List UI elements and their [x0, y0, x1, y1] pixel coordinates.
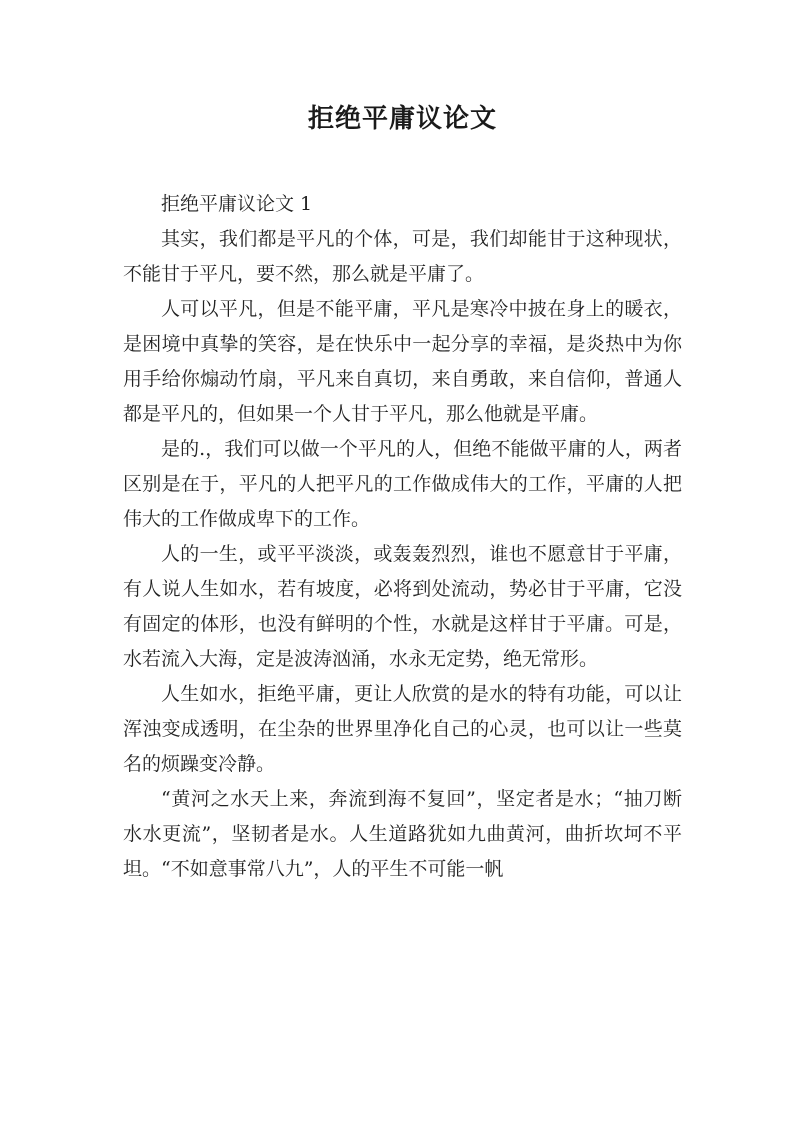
paragraph: 人的一生，或平平淡淡，或轰轰烈烈，谁也不愿意甘于平庸，有人说人生如水，若有坡度，必将到处流动，势必甘于平庸，它没有固定的体形，也没有鲜明的个性，水就是这样甘于平庸。可是，水若流入大海，定是波涛汹涌，水永无定势，绝无常形。	[123, 543, 682, 670]
paragraph: 其实，我们都是平凡的个体，可是，我们却能甘于这种现状，不能甘于平凡，要不然，那么就是平庸了。	[123, 228, 682, 285]
paragraph-subtitle: 拒绝平庸议论文 1	[161, 193, 313, 215]
document-body	[123, 187, 682, 887]
paragraph: 人可以平凡，但是不能平庸，平凡是寒冷中披在身上的暖衣，是困境中真挚的笑容，是在快乐中一起分享的幸福，是炎热中为你用手给你煽动竹扇，平凡来自真切，来自勇敢，来自信仰，普通人都是平凡的，但如果一个人甘于平凡，那么他就是平庸。	[123, 298, 682, 425]
paragraph: 是的.，我们可以做一个平凡的人，但绝不能做平庸的人，两者区别是在于，平凡的人把平凡的工作做成伟大的工作，平庸的人把伟大的工作做成卑下的工作。	[123, 438, 682, 530]
document-title: 拒绝平庸议论文	[307, 104, 497, 134]
paragraph: “黄河之水天上来，奔流到海不复回”，坚定者是水；“抽刀断水水更流”，坚韧者是水。人生道路犹如九曲黄河，曲折坎坷不平坦。“不如意事常八九”，人的平生不可能一帆	[123, 788, 682, 880]
paragraph: 人生如水，拒绝平庸，更让人欣赏的是水的特有功能，可以让浑浊变成透明，在尘杂的世界里净化自己的心灵，也可以让一些莫名的烦躁变冷静。	[123, 683, 682, 775]
